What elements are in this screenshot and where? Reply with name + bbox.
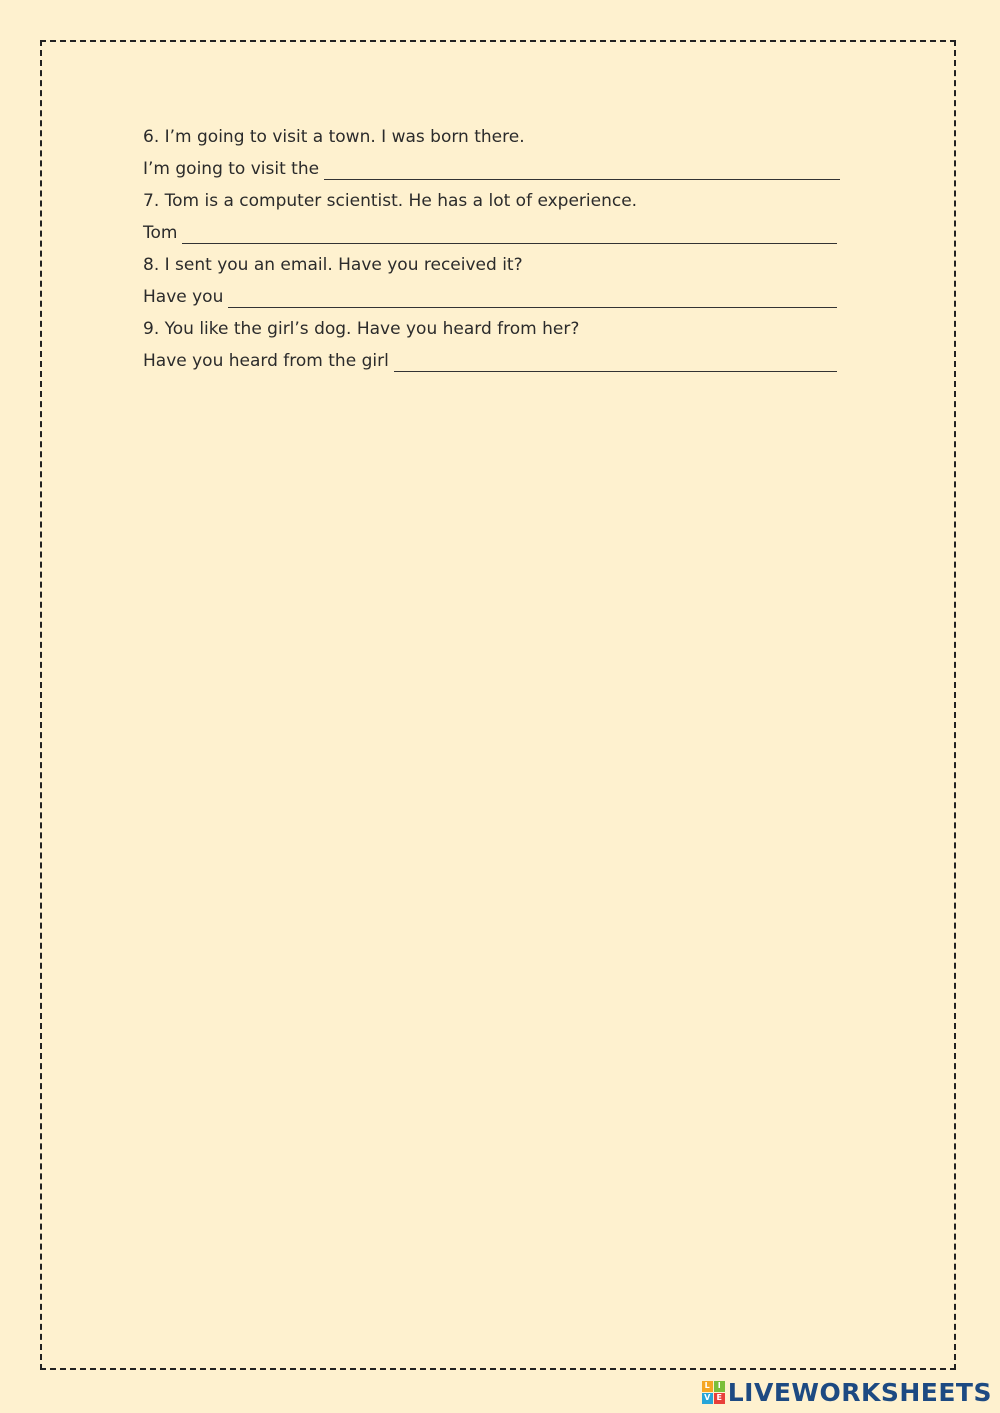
question-9-text: 9. You like the girl’s dog. Have you heard from her? <box>143 319 580 339</box>
answer-6-prompt: I’m going to visit the <box>143 159 320 179</box>
answer-7-blank[interactable] <box>182 221 837 244</box>
answer-9-prompt: Have you heard from the girl <box>143 351 389 371</box>
brand-name: LIVEWORKSHEETS <box>727 1377 992 1407</box>
question-7 <box>143 184 843 212</box>
answer-line-8 <box>143 280 837 308</box>
answer-7-prompt: Tom <box>143 223 178 243</box>
answer-line-6 <box>143 152 840 180</box>
question-8-text: 8. I sent you an email. Have you received it? <box>143 255 523 275</box>
logo-letter-v: V <box>702 1393 713 1404</box>
answer-6-blank[interactable] <box>324 157 840 180</box>
question-6 <box>143 120 843 148</box>
logo-letter-i: I <box>714 1381 725 1392</box>
logo-letter-e: E <box>714 1393 725 1404</box>
question-6-text: 6. I’m going to visit a town. I was born there. <box>143 127 525 147</box>
answer-line-7 <box>143 216 837 244</box>
answer-8-blank[interactable] <box>228 285 837 308</box>
question-9 <box>143 312 843 340</box>
liveworksheets-brand[interactable] <box>702 1375 992 1409</box>
liveworksheets-logo-icon <box>702 1381 725 1404</box>
answer-9-blank[interactable] <box>394 349 837 372</box>
logo-letter-l: L <box>702 1381 713 1392</box>
answer-8-prompt: Have you <box>143 287 224 307</box>
answer-line-9 <box>143 344 837 372</box>
question-7-text: 7. Tom is a computer scientist. He has a lot of experience. <box>143 191 638 211</box>
question-8 <box>143 248 843 276</box>
